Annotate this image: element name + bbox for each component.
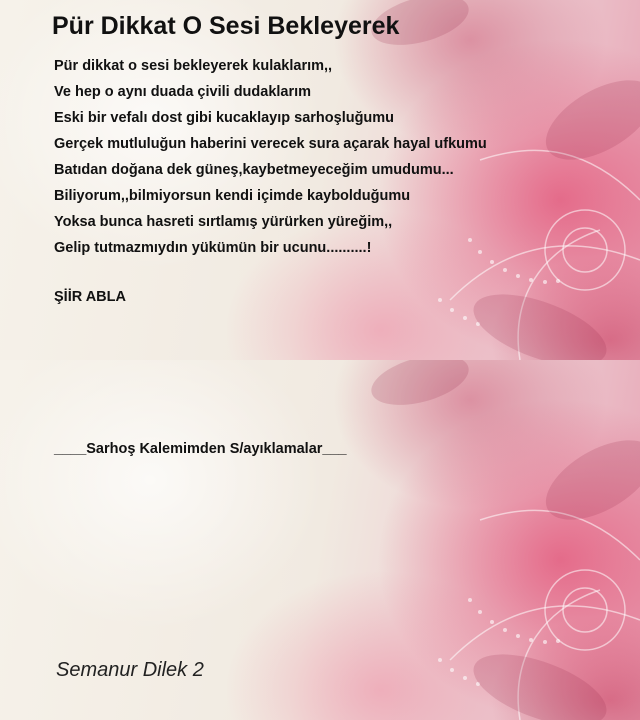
poem-line: Yoksa bunca hasreti sırtlamış yürürken yüreğim,,: [54, 214, 393, 230]
poem-body: [54, 53, 487, 261]
bottom-poem-panel: [0, 360, 640, 720]
poem-subtitle: ____Sarhoş Kalemimden S/ayıklamalar___: [54, 441, 347, 457]
poem-line: Gelip tutmazmıydın yükümün bir ucunu..........!: [54, 240, 372, 256]
poem-line: Gerçek mutluluğun haberini verecek sura açarak hayal ufkumu: [54, 136, 487, 152]
poem-line: Ve hep o aynı duada çivili dudaklarım: [54, 84, 312, 100]
poem-line: Batıdan doğana dek güneş,kaybetmeyeceğim umudumu...: [54, 162, 454, 178]
poem-author: ŞİİR ABLA: [54, 289, 126, 305]
poem-line: Pür dikkat o sesi bekleyerek kulaklarım,,: [54, 58, 333, 74]
poem-line: Eski bir vefalı dost gibi kucaklayıp sarhoşluğumu: [54, 110, 395, 126]
poem-signature: Semanur Dilek 2: [56, 659, 204, 681]
poem-title: Pür Dikkat O Sesi Bekleyerek: [52, 12, 400, 40]
poem-line: Biliyorum,,bilmiyorsun kendi içimde kaybolduğumu: [54, 188, 411, 204]
